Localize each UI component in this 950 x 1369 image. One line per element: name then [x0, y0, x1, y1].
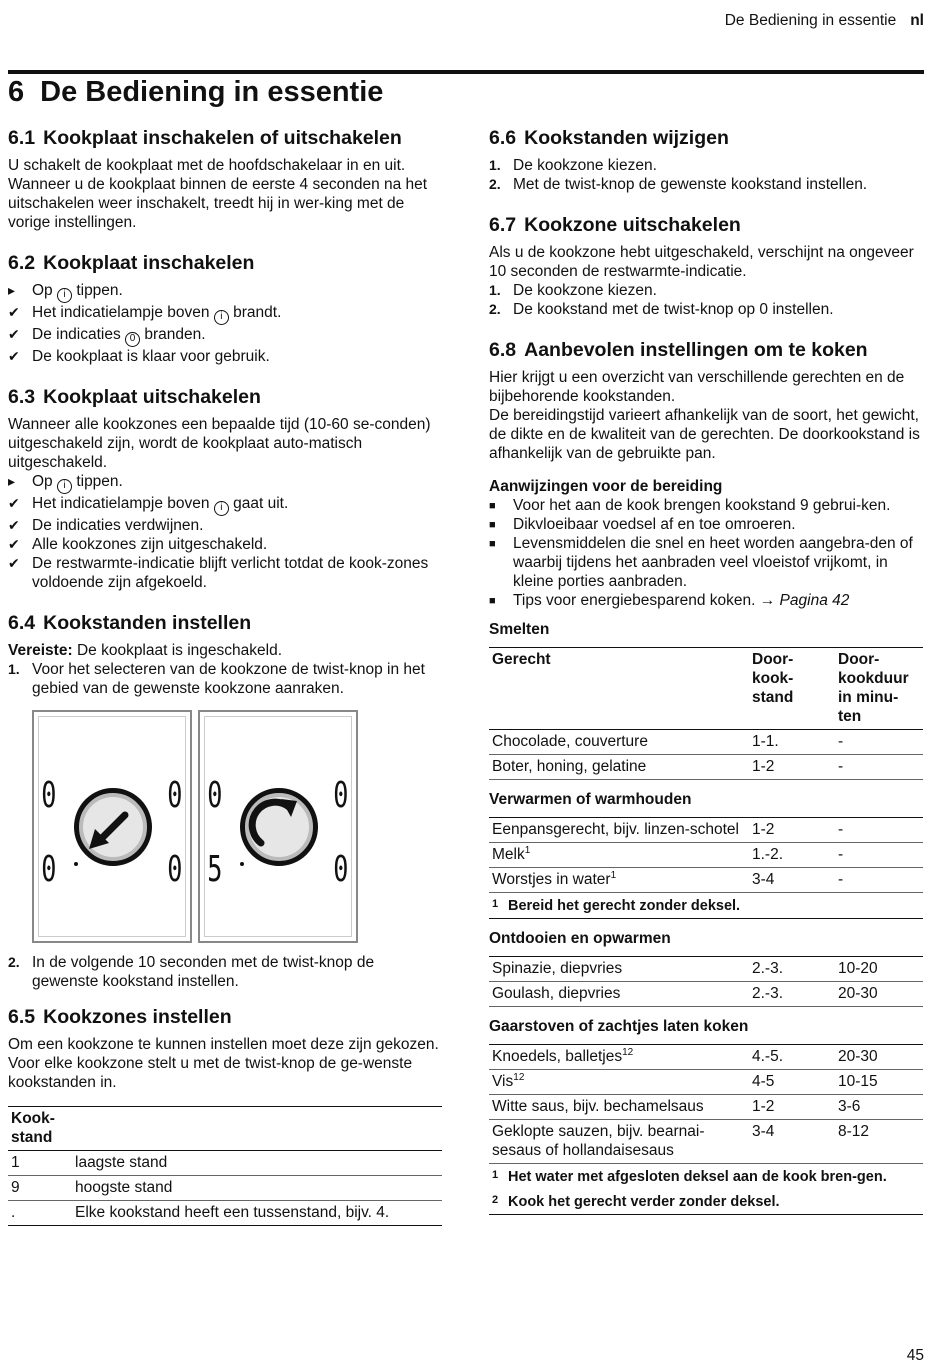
dish-cell: Chocolade, couverture [489, 730, 749, 755]
section-6-5 [8, 1005, 442, 1226]
bullet-square-icon: ■ [489, 595, 496, 607]
paragraph: U schakelt de kookplaat met de hoofdschakelaar in en uit. [8, 157, 406, 174]
settings-table [489, 647, 923, 780]
chapter-title-text: De Bediening in essentie [40, 76, 384, 108]
level-cell: 3-4 [749, 868, 835, 893]
table-footnote: 1 Het water met afgesloten deksel aan de kook bren-gen. [492, 1169, 887, 1185]
section-6-2 [8, 251, 442, 366]
duration-cell: - [835, 730, 923, 755]
table-header-row [489, 648, 923, 730]
display-digit: 0 [41, 849, 57, 890]
dish-cell: Boter, honing, gelatine [489, 755, 749, 780]
footnote-ref: 12 [622, 1047, 634, 1058]
table-row [8, 1151, 442, 1176]
level-cell: 1-2 [749, 1095, 835, 1120]
table-group-title: Gaarstoven of zachtjes laten koken [489, 1018, 749, 1035]
page-reference-link[interactable]: Pagina 42 [779, 592, 850, 609]
check-icon: ✔ [8, 348, 20, 364]
hob-illustration [32, 710, 358, 943]
table-row [489, 1045, 923, 1070]
check-icon: ✔ [8, 304, 20, 320]
step: 2. De kookstand met de twist-knop op 0 instellen. [489, 301, 834, 318]
table-row [489, 1070, 923, 1095]
section-heading: 6.4 Kookstanden instellen [8, 612, 252, 634]
duration-cell: 8-12 [835, 1120, 923, 1164]
hints-title: Aanwijzingen voor de bereiding [489, 478, 723, 495]
list-item: ✔ De kookplaat is klaar voor gebruik. [8, 348, 270, 365]
decimal-dot [74, 862, 78, 866]
section-6-4 [8, 611, 442, 991]
list-item: ✔ De indicaties 0 branden. [8, 325, 442, 347]
section-heading: 6.1 Kookplaat inschakelen of uitschakelen [8, 127, 402, 149]
step-number: 1. [489, 282, 501, 298]
table-row [489, 818, 923, 843]
power-icon: i [214, 501, 229, 516]
level-cell: 3-4 [749, 1120, 835, 1164]
dish-cell: Eenpansgerecht, bijv. linzen-schotel [489, 818, 749, 843]
recommended-settings-table [489, 620, 923, 1215]
duration-cell: - [835, 843, 923, 868]
paragraph: Als u de kookzone hebt uitgeschakeld, verschijnt na ongeveer 10 seconden de restwarmte-indicatie. [489, 244, 914, 280]
step: 1. De kookzone kiezen. [489, 282, 657, 299]
display-digit: 0 [167, 849, 183, 890]
table-footnote: 1 Bereid het gerecht zonder deksel. [492, 898, 741, 914]
table-row [489, 1095, 923, 1120]
action-marker-icon: ▸ [8, 473, 16, 489]
page-number: 45 [906, 1347, 924, 1364]
paragraph: Voor elke kookzone stelt u met de twist-knop de ge-wenste kookstanden in. [8, 1055, 413, 1091]
section-6-7 [489, 213, 923, 319]
display-digit: 0 [333, 849, 349, 890]
column-header: Door-kook-stand [752, 651, 794, 706]
running-header-title: De Bediening in essentie [724, 12, 897, 29]
section-6-6 [489, 126, 923, 194]
chapter-title [8, 74, 383, 110]
steps-list [8, 953, 442, 991]
section-heading: 6.5 Kookzones instellen [8, 1006, 232, 1028]
power-icon: i [57, 479, 72, 494]
step: 2. Met de twist-knop de gewenste kookstand instellen. [489, 176, 868, 193]
steps-list [8, 660, 442, 698]
table-row [489, 755, 923, 780]
list-item: ▸ Op i tippen. [8, 472, 442, 494]
section-6-3 [8, 385, 442, 592]
paragraph: De bereidingstijd varieert afhankelijk van de soort, het gewicht, de dikte en de kwaliteit van de gerechten. De doorkookstand is afhankelijk van de gebruikte pan. [489, 407, 920, 462]
check-icon: ✔ [8, 517, 20, 533]
dish-cell: Witte saus, bijv. bechamelsaus [489, 1095, 749, 1120]
dish-cell: Geklopte sauzen, bijv. bearnai-sesaus of hollandaisesaus [489, 1120, 749, 1164]
table-cell: laagste stand [72, 1151, 442, 1176]
dish-cell: Goulash, diepvries [489, 982, 749, 1007]
table-row [8, 1201, 442, 1226]
table-header: Kook-stand [11, 1110, 55, 1146]
step-number: 2. [489, 176, 501, 192]
hints-list [489, 496, 923, 610]
section-heading: 6.8 Aanbevolen instellingen om te koken [489, 339, 868, 361]
list-item: ✔ De restwarmte-indicatie blijft verlicht totdat de kook-zones voldoende zijn afgekoeld. [8, 555, 429, 591]
decimal-dot [240, 862, 244, 866]
dish-cell: Spinazie, diepvries [489, 957, 749, 982]
display-digit: 0 [207, 775, 223, 816]
section-heading: 6.7 Kookzone uitschakelen [489, 214, 741, 236]
section-heading: 6.6 Kookstanden wijzigen [489, 127, 729, 149]
list-item: ✔ De indicaties verdwijnen. [8, 517, 204, 534]
table-cell: 9 [8, 1176, 72, 1201]
dish-cell: Knoedels, balletjes$^{12}$ [489, 1045, 749, 1070]
display-digit: 0 [167, 775, 183, 816]
paragraph: Om een kookzone te kunnen instellen moet deze zijn gekozen. [8, 1036, 439, 1053]
hint-item: ■ Levensmiddelen die snel en heet worden aangebra-den of waarbij tijdens het aanbraden veel vloeistof vrijkomt, in kleine porties aanbraden. [489, 535, 913, 590]
table-row [489, 868, 923, 893]
duration-cell: - [835, 868, 923, 893]
level-cell: 1-2 [749, 755, 835, 780]
result-list [8, 281, 442, 366]
action-marker-icon: ▸ [8, 282, 16, 298]
twist-knob [240, 788, 318, 866]
footnote-ref: 12 [513, 1072, 525, 1083]
step-number: 1. [489, 157, 501, 173]
reference-arrow-icon: → [759, 592, 776, 609]
paragraph: Wanneer u de kookplaat binnen de eerste 4 seconden na het uitschakelen weer inschakelt, treedt hij in wer-king met de vorige instellingen. [8, 176, 428, 231]
level-cell: 1.-2. [749, 843, 835, 868]
table-row [8, 1176, 442, 1201]
cooking-levels-table [8, 1106, 442, 1226]
level-cell: 2.-3. [749, 982, 835, 1007]
duration-cell: 20-30 [835, 1045, 923, 1070]
rotate-arrow-icon [245, 793, 313, 861]
level-cell: 1-1. [749, 730, 835, 755]
left-column [8, 126, 442, 1245]
paragraph: Hier krijgt u een overzicht van verschillende gerechten en de bijbehorende kookstanden. [489, 369, 905, 405]
check-icon: ✔ [8, 495, 20, 511]
hint-item: ■ Voor het aan de kook brengen kookstand 9 gebrui-ken. [489, 497, 891, 514]
steps-list [489, 156, 923, 194]
table-row [489, 982, 923, 1007]
power-icon: i [214, 310, 229, 325]
settings-table [489, 817, 923, 919]
hob-panel-right [198, 710, 358, 943]
check-icon: ✔ [8, 326, 20, 342]
display-digit: 0 [41, 775, 57, 816]
bullet-square-icon: ■ [489, 538, 496, 550]
language-code: nl [910, 12, 924, 29]
section-heading: 6.2 Kookplaat inschakelen [8, 252, 255, 274]
hint-item: ■ Tips voor energiebesparend koken. → Pagina 42 [489, 592, 850, 609]
display-zero-icon: 0 [125, 332, 140, 347]
settings-table [489, 956, 923, 1007]
table-cell: 1 [8, 1151, 72, 1176]
dish-cell: Worstjes in water$^1$ [489, 868, 749, 893]
duration-cell: 10-15 [835, 1070, 923, 1095]
column-header: Gerecht [492, 651, 551, 668]
dish-cell: Vis$^{12}$ [489, 1070, 749, 1095]
column-header: Door-kookduur in minu-ten [838, 651, 909, 725]
result-list [8, 472, 442, 592]
table-cell: . [8, 1201, 72, 1226]
display-digit: 5 [207, 849, 223, 890]
table-cell: Elke kookstand heeft een tussenstand, bijv. 4. [72, 1201, 442, 1226]
bullet-square-icon: ■ [489, 500, 496, 512]
list-item: ✔ Het indicatielampje boven i brandt. [8, 303, 442, 325]
level-cell: 4-5 [749, 1070, 835, 1095]
list-item: ▸ Op i tippen. [8, 281, 442, 303]
level-cell: 4.-5. [749, 1045, 835, 1070]
table-row [489, 730, 923, 755]
dish-cell: Melk$^1$ [489, 843, 749, 868]
duration-cell: - [835, 818, 923, 843]
duration-cell: 3-6 [835, 1095, 923, 1120]
table-group-title: Verwarmen of warmhouden [489, 791, 692, 808]
chapter-number: 6 [8, 76, 25, 108]
twist-knob [74, 788, 152, 866]
section-6-1 [8, 126, 442, 232]
duration-cell: 10-20 [835, 957, 923, 982]
duration-cell: - [835, 755, 923, 780]
table-group-title: Smelten [489, 621, 550, 638]
level-cell: 1-2 [749, 818, 835, 843]
list-item: ✔ Alle kookzones zijn uitgeschakeld. [8, 536, 268, 553]
footnote-ref: 1 [610, 870, 617, 881]
step: 1. Voor het selecteren van de kookzone de twist-knop in het gebied van de gewenste kookzone aanraken. [8, 661, 425, 697]
hint-item: ■ Dikvloeibaar voedsel af en toe omroeren. [489, 516, 796, 533]
settings-table [489, 1044, 923, 1215]
table-row [489, 843, 923, 868]
hob-panel-left [32, 710, 192, 943]
section-6-8 [489, 338, 923, 1215]
step: 2. In de volgende 10 seconden met de twist-knop de gewenste kookstand instellen. [8, 954, 375, 990]
display-digit: 0 [333, 775, 349, 816]
requirement: Vereiste: De kookplaat is ingeschakeld. [8, 642, 283, 659]
table-group-title: Ontdooien en opwarmen [489, 930, 671, 947]
section-heading: 6.3 Kookplaat uitschakelen [8, 386, 261, 408]
check-icon: ✔ [8, 555, 20, 571]
step-number: 2. [489, 301, 501, 317]
table-row [489, 1120, 923, 1164]
steps-list [489, 281, 923, 319]
table-cell: hoogste stand [72, 1176, 442, 1201]
table-footnote: 2 Kook het gerecht verder zonder deksel. [492, 1194, 780, 1210]
running-header [725, 11, 924, 30]
step: 1. De kookzone kiezen. [489, 157, 657, 174]
table-row [489, 957, 923, 982]
level-cell: 2.-3. [749, 957, 835, 982]
touch-arrow-icon [79, 793, 147, 861]
paragraph: Wanneer alle kookzones een bepaalde tijd (10-60 se-conden) uitgeschakeld zijn, wordt de kookplaat auto-matisch uitgeschakeld. [8, 416, 431, 471]
duration-cell: 20-30 [835, 982, 923, 1007]
power-icon: i [57, 288, 72, 303]
check-icon: ✔ [8, 536, 20, 552]
list-item: ✔ Het indicatielampje boven i gaat uit. [8, 494, 442, 516]
footnote-ref: 1 [524, 845, 531, 856]
right-column [489, 126, 923, 1234]
bullet-square-icon: ■ [489, 519, 496, 531]
